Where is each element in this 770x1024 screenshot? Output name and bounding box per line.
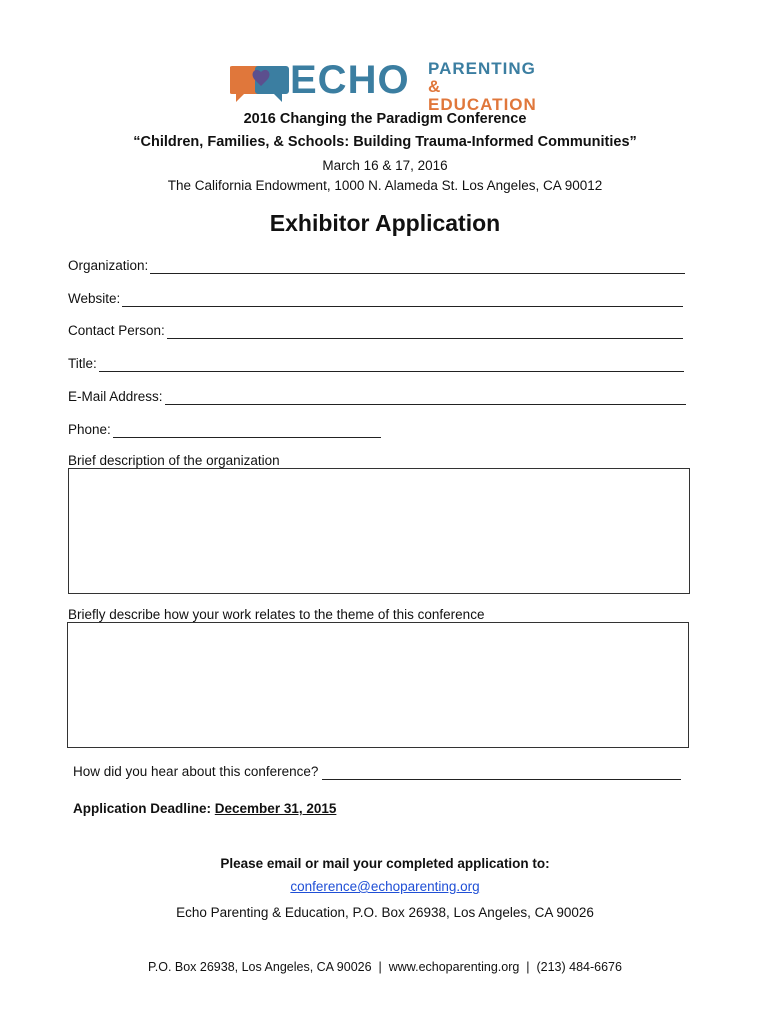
- logo-line-parenting: PARENTING: [428, 59, 536, 78]
- contact-person-row: [68, 323, 683, 339]
- relation-label: Briefly describe how your work relates to the theme of this conference: [68, 607, 688, 624]
- email-label: E-Mail Address:: [68, 389, 163, 404]
- title-row: [68, 356, 684, 372]
- submission-instruction: Please email or mail your completed application to:: [220, 856, 550, 871]
- conference-theme: “Children, Families, & Schools: Building Trauma-Informed Communities”: [133, 134, 637, 150]
- title-input-line[interactable]: [99, 359, 684, 372]
- logo-wordmark: ECHO: [290, 58, 410, 102]
- title-label: Title:: [68, 356, 97, 371]
- conference-dates: March 16 & 17, 2016: [322, 158, 448, 173]
- email-input-line[interactable]: [165, 392, 686, 405]
- logo-line-education: & EDUCATION: [428, 77, 537, 114]
- hear-about-input-line[interactable]: [322, 767, 681, 780]
- description-label: Brief description of the organization: [68, 453, 688, 470]
- deadline-row: [73, 801, 336, 816]
- website-row: [68, 291, 683, 307]
- deadline-label: Application Deadline:: [73, 801, 212, 816]
- footer-contact: P.O. Box 26938, Los Angeles, CA 90026 | www.echoparenting.org | (213) 484-6676: [148, 960, 622, 974]
- page-title: Exhibitor Application: [269, 210, 501, 236]
- echo-logo: [230, 58, 550, 114]
- description-textbox[interactable]: [68, 468, 690, 594]
- hear-about-label: How did you hear about this conference?: [73, 764, 319, 779]
- phone-input-line[interactable]: [113, 425, 381, 438]
- email-link[interactable]: conference@echoparenting.org: [290, 879, 480, 894]
- speech-bubbles-logo-icon: [230, 62, 292, 108]
- hear-about-row: [73, 764, 681, 780]
- email-link-wrap: [0, 878, 770, 896]
- phone-row: [68, 422, 381, 438]
- website-label: Website:: [68, 291, 121, 306]
- contact-person-label: Contact Person:: [68, 323, 165, 338]
- deadline-date: December 31, 2015: [214, 801, 337, 816]
- conference-venue: The California Endowment, 1000 N. Alameda St. Los Angeles, CA 90012: [167, 178, 603, 193]
- phone-label: Phone:: [68, 422, 111, 437]
- email-row: [68, 389, 686, 405]
- contact-person-input-line[interactable]: [167, 326, 683, 339]
- conference-name: 2016 Changing the Paradigm Conference: [243, 111, 527, 127]
- relation-textbox[interactable]: [67, 622, 689, 748]
- organization-label: Organization:: [68, 258, 149, 273]
- website-input-line[interactable]: [122, 294, 683, 307]
- organization-input-line[interactable]: [150, 261, 685, 274]
- mailing-address: Echo Parenting & Education, P.O. Box 26938, Los Angeles, CA 90026: [176, 905, 594, 920]
- organization-row: [68, 258, 685, 274]
